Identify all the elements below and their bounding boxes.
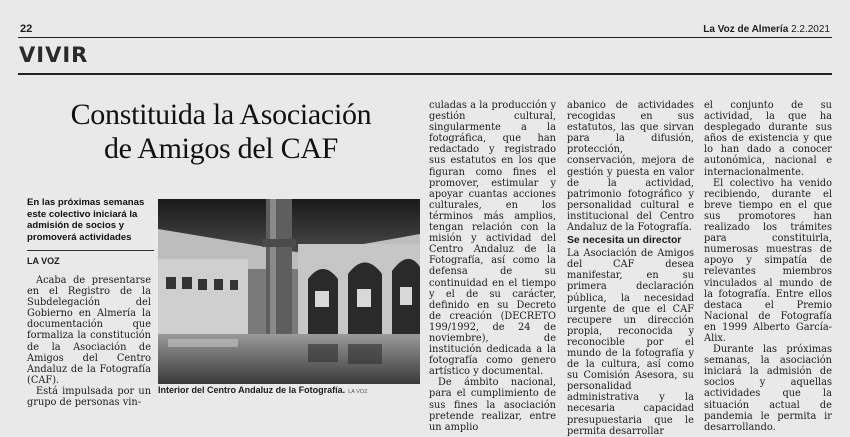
text-column-4 [704, 100, 832, 433]
paragraph: El colectivo ha venido recibiendo, durante el breve tiempo en el que sus promotores han realizado los trámites para constituirla, numerosas muestras de apoyo y simpatía de relevantes miembros vinculados al mundo de la fotografía. Entre ellos destaca el Premio Nacional de Fotografía en 1999 Alberto García-Alix. [704, 177, 832, 344]
subheading: Se necesita un director [567, 235, 682, 247]
paragraph: Durante las próximas semanas, la asociación iniciará la admisión de socios y aquellas actividades que la situación actual de pandemia le permita ir desarrollando. [704, 344, 832, 433]
gallery-interior-photo [158, 199, 420, 384]
text-column-2 [429, 100, 556, 433]
section-title: VIVIR [19, 43, 89, 67]
text-column-1 [27, 275, 151, 408]
publication-name: La Voz de Almería [703, 24, 789, 35]
article-headline [20, 98, 422, 166]
paragraph: La Asociación de Amigos del CAF desea manifestar, en su primera declaración pública, la necesidad urgente de que el CAF recupere un dirección propia, reconocida y reconocible por el mundo de la fotografía y de la cultura, así como su Comisión Asesora, su personalidad administrativa y la necesaria capacidad presupuestaria que le permita desarrollar [567, 248, 694, 437]
article-photo [158, 199, 420, 384]
headline-line-2: de Amigos del CAF [103, 132, 339, 165]
publication-line [703, 24, 830, 35]
article-lead: En las próximas semanas este colectivo iniciará la admisión de socios y promoverá actividades [27, 197, 145, 243]
paragraph: culadas a la producción y gestión cultural, singularmente a la fotográfica, que han redactado y registrado sus estatutos en los que figuran como fines el promover, estimular y apoyar cuantas acciones culturales, en los términos más amplios, tengan relación con la misión y actividad del Centro Andaluz de la Fotografía, así como la defensa de su continuidad en el tiempo y el de su carácter, definido en su Decreto de creación (DECRETO 199/1992, de 24 de noviembre), de institución dedicada a la fotografía como genero artístico y documental. [429, 100, 556, 378]
header-divider [18, 37, 832, 38]
paragraph: Acaba de presentarse en el Registro de la Subdelegación del Gobierno en Almería la documentación que formaliza la constitución de la Asociación de Amigos del Centro Andaluz de la Fotografía (CAF). [27, 275, 151, 386]
paragraph: De ámbito nacional, para el cumplimiento de sus fines la asociación pretende realizar, entre un amplio [429, 377, 556, 433]
paragraph: el conjunto de su actividad, la que ha desplegado durante sus años de existencia y que lo han dado a conocer autonómica, nacional e internacionalmente. [704, 100, 832, 178]
paragraph: abanico de actividades recogidas en sus estatutos, las que sirvan para la difusión, protección, conservación, mejora de gestión y puesta en valor de la actividad, patrimonio fotográfico y personalidad cultural e institucional del Centro Andaluz de la Fotografía. [567, 100, 694, 234]
article-byline: LA VOZ [27, 256, 60, 266]
photo-caption [158, 385, 420, 395]
lead-divider [27, 250, 154, 251]
photo-credit: LA VOZ [348, 389, 368, 395]
page-number: 22 [20, 23, 33, 35]
publication-date: 2.2.2021 [791, 24, 830, 35]
headline-line-1: Constituida la Asociación [70, 98, 372, 131]
text-column-3 [567, 100, 694, 437]
paragraph: Está impulsada por un grupo de personas vin- [27, 385, 151, 409]
section-divider [18, 73, 832, 75]
caption-text: Interior del Centro Andaluz de la Fotografía. [158, 385, 346, 395]
